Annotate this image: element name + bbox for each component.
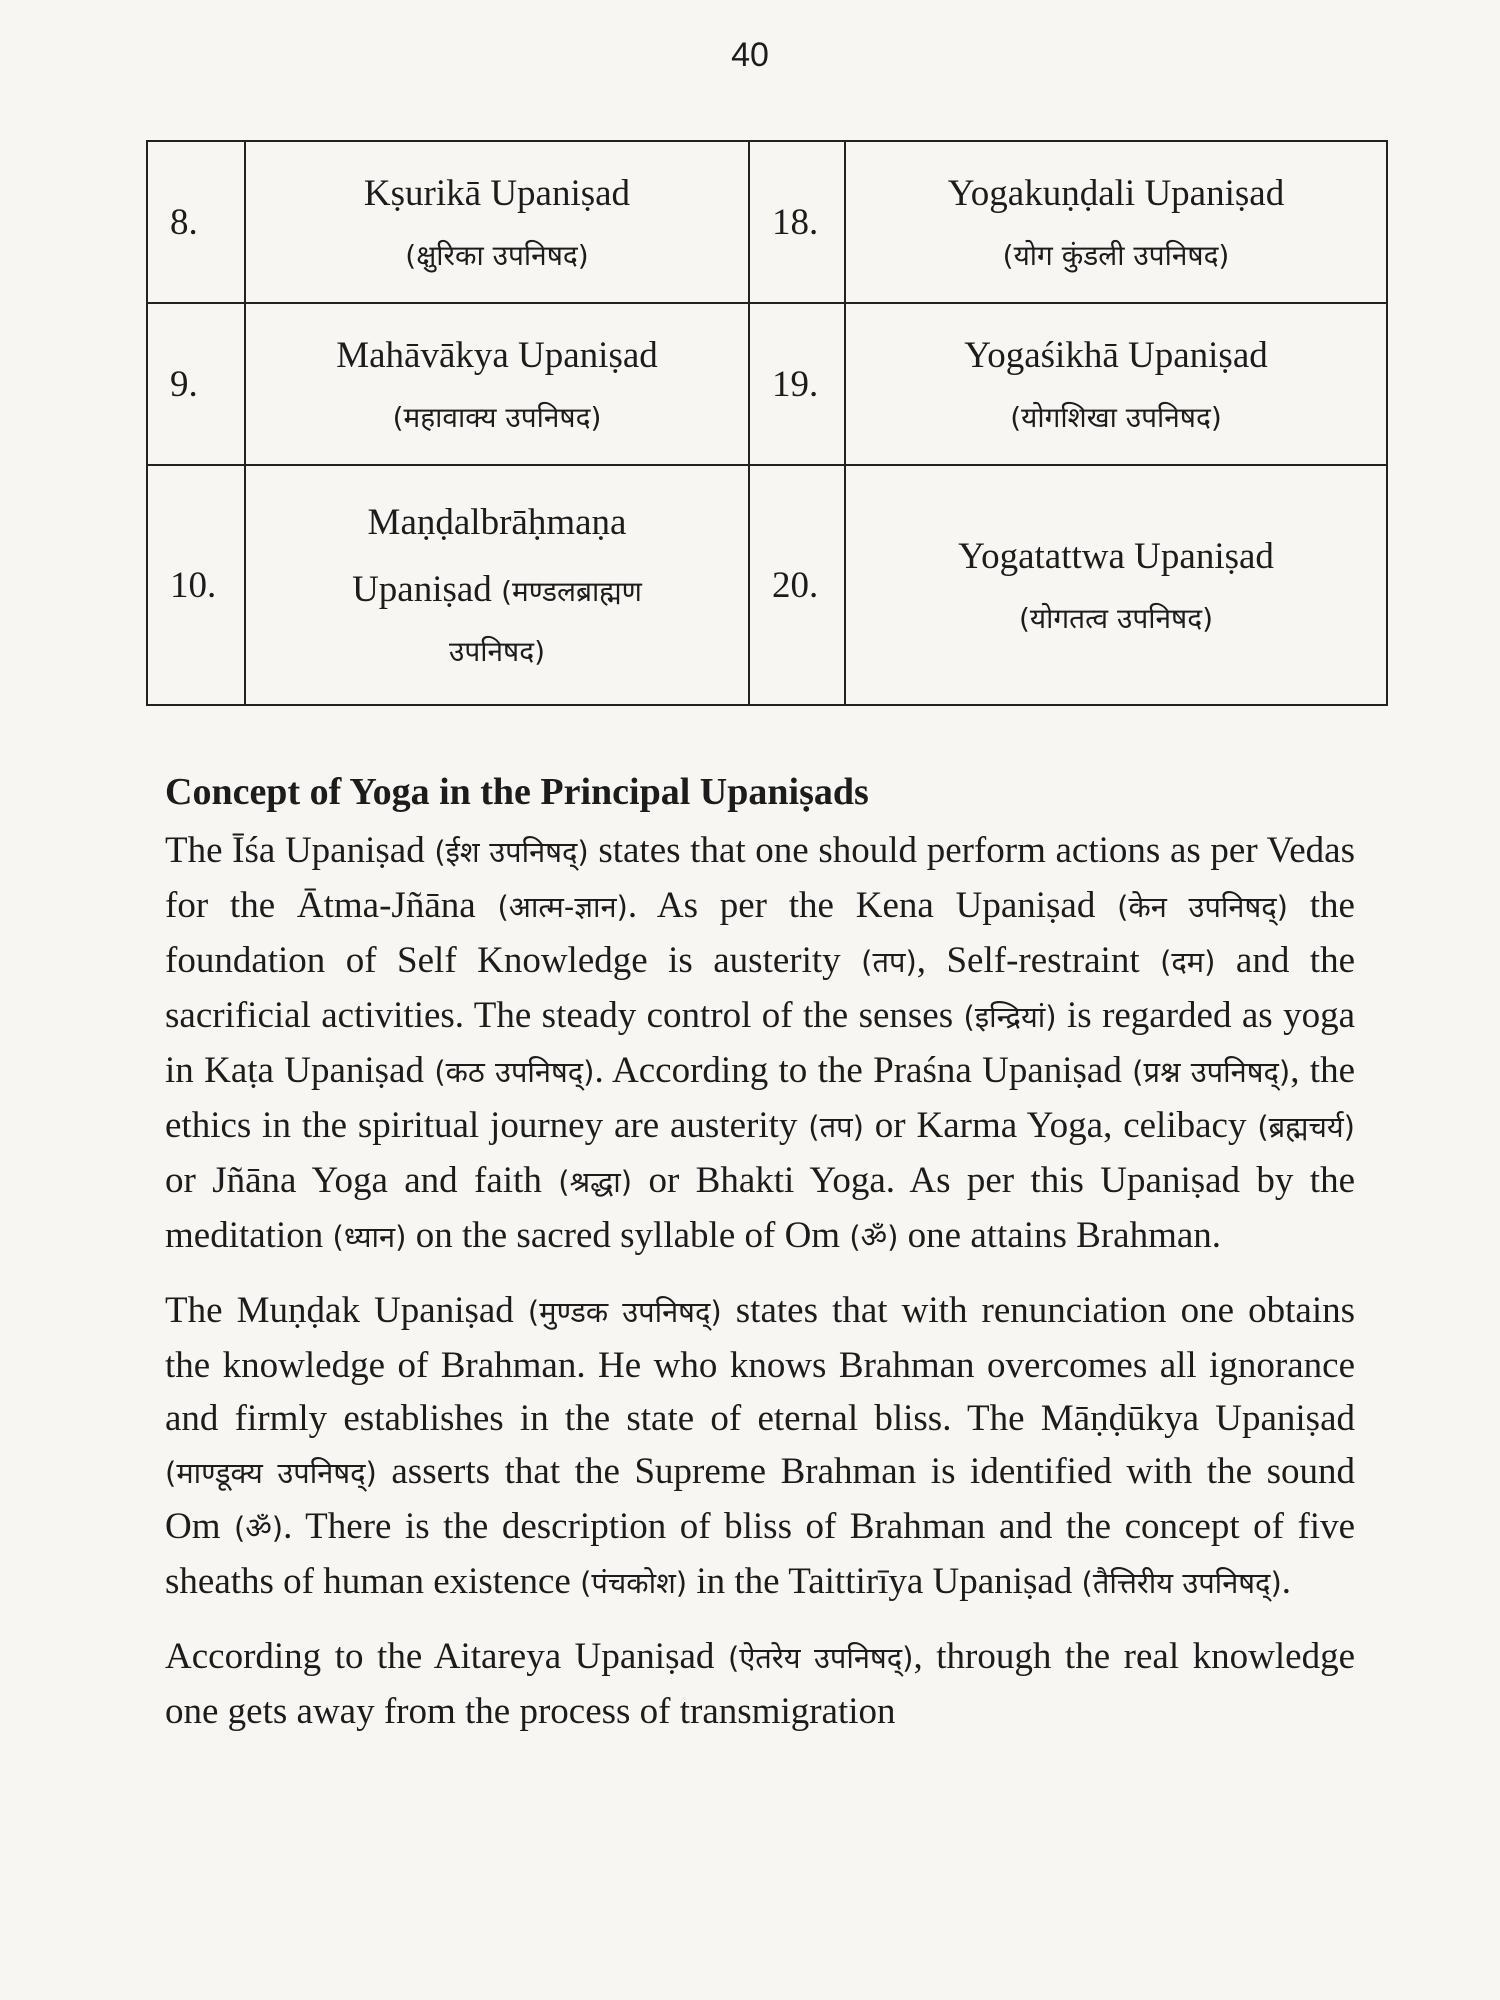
text: , Self-restraint: [916, 940, 1161, 981]
text: , through the real knowledge one gets away from the process of transmigration: [165, 1636, 1356, 1732]
text: . As per the Kena Upaniṣad: [627, 885, 1118, 926]
upanishad-name: Yogaśikhā Upaniṣad: [964, 334, 1268, 376]
upanishad-name-devanagari: (योग कुंडली उपनिषद): [1002, 238, 1230, 272]
upanishad-name: Yogatattwa Upaniṣad: [958, 535, 1274, 577]
devanagari-term: (ॐ): [849, 1220, 899, 1254]
table-row: [147, 303, 1387, 465]
upanishad-name-devanagari: (योगशिखा उपनिषद): [1010, 400, 1222, 434]
page-number: 40: [731, 36, 769, 74]
text: . There is the description of bliss of Brahman and the concept of five sheaths of human existence: [165, 1506, 1355, 1602]
text: states that with renunciation one obtains the knowledge of Brahman. He who knows Brahman overcomes all ignorance and firmly establishes in the state of eternal bliss. The Māṇḍūkya Upaniṣad: [165, 1290, 1356, 1439]
devanagari-term: (श्रद्धा): [558, 1165, 633, 1199]
upanishad-name-cell: [845, 465, 1387, 705]
row-number: 8.: [147, 141, 245, 303]
devanagari-term: (तैत्तिरीय उपनिषद्): [1081, 1566, 1282, 1600]
devanagari-term: (कठ उपनिषद्): [434, 1055, 595, 1089]
devanagari-term: (ॐ): [234, 1511, 284, 1545]
devanagari-term: (तप): [808, 1110, 864, 1144]
text: on the sacred syllable of Om: [406, 1215, 850, 1256]
row-number: 18.: [749, 141, 845, 303]
upanishad-name: Kṣurikā Upaniṣad: [363, 172, 631, 214]
devanagari-term: (ऐतरेय उपनिषद्): [727, 1641, 914, 1675]
text: is regarded as yoga in Kaṭa Upaniṣad: [165, 995, 1355, 1091]
upanishad-name-devanagari: (योगतत्व उपनिषद): [1018, 601, 1214, 635]
section-heading: Concept of Yoga in the Principal Upaniṣads: [165, 771, 869, 813]
devanagari-term: (मुण्डक उपनिषद्): [527, 1295, 722, 1329]
devanagari-term: (माण्डूक्य उपनिषद्): [165, 1456, 377, 1490]
upanishad-name-line: [258, 571, 736, 608]
row-number: 10.: [147, 465, 245, 705]
text: The Īśa Upaniṣad: [165, 830, 435, 871]
upanishad-name-cell: [245, 465, 749, 705]
text: one attains Brahman.: [898, 1215, 1222, 1256]
devanagari-term: (पंचकोश): [580, 1566, 688, 1600]
text: According to the Aitareya Upaniṣad: [165, 1636, 728, 1677]
upanishad-name-devanagari: (महावाक्य उपनिषद): [392, 400, 602, 434]
upanishad-name-cell: [245, 141, 749, 303]
upanishad-name-cell: [845, 141, 1387, 303]
table-row: [147, 465, 1387, 705]
text: in the Taittirīya Upaniṣad: [687, 1561, 1082, 1602]
devanagari-term: (केन उपनिषद्): [1117, 890, 1288, 924]
upanishad-name-cell: [845, 303, 1387, 465]
devanagari-term: (तप): [861, 945, 917, 979]
upanishad-name-devanagari: (मण्डलब्राह्मण: [501, 575, 642, 608]
text: .: [1281, 1561, 1292, 1602]
text: states that one should perform actions as per Vedas for the Ātma-Jñāna: [165, 830, 1355, 926]
devanagari-term: (ध्यान): [332, 1220, 407, 1254]
devanagari-term: (प्रश्न उपनिषद्): [1132, 1055, 1291, 1089]
text: or Karma Yoga, celibacy: [863, 1105, 1258, 1146]
devanagari-term: (ब्रह्मचर्य): [1257, 1110, 1355, 1144]
text: . According to the Praśna Upaniṣad: [594, 1050, 1133, 1091]
devanagari-term: (इन्द्रियां): [963, 1000, 1057, 1034]
upanishad-name-devanagari: (क्षुरिका उपनिषद): [405, 238, 589, 272]
paragraph-principal-upanishads: [165, 824, 1355, 1264]
section-body: [165, 770, 1355, 1758]
upanishad-name-devanagari: उपनिषद): [448, 635, 546, 668]
text: or Bhakti Yoga. As per this Upaniṣad by the meditation: [165, 1160, 1356, 1256]
devanagari-term: (आत्म-ज्ञान): [497, 890, 628, 924]
row-number: 19.: [749, 303, 845, 465]
upanishad-name-cell: [245, 303, 749, 465]
text: the foundation of Self Knowledge is austerity: [165, 885, 1355, 981]
paragraph-aitareya-upanishad: [165, 1630, 1355, 1738]
upanishad-name-word: Upaniṣad: [352, 569, 492, 610]
upanishad-list-table: [146, 140, 1388, 706]
devanagari-term: (दम): [1160, 945, 1216, 979]
upanishad-name: Mahāvākya Upaniṣad: [336, 334, 658, 376]
text: The Muṇḍak Upaniṣad: [165, 1290, 528, 1331]
table-row: [147, 141, 1387, 303]
text: asserts that the Supreme Brahman is identified with the sound Om: [165, 1451, 1355, 1547]
upanishad-name: Maṇḍalbrāḥmaṇa: [367, 502, 627, 543]
devanagari-term: (ईश उपनिषद्): [434, 835, 589, 869]
text: and the sacrificial activities. The steady control of the senses: [165, 940, 1356, 1036]
upanishad-name: Yogakuṇḍali Upaniṣad: [947, 172, 1285, 214]
text: , the ethics in the spiritual journey are austerity: [165, 1050, 1356, 1146]
text: or Jñāna Yoga and faith: [165, 1160, 559, 1201]
row-number: 9.: [147, 303, 245, 465]
row-number: 20.: [749, 465, 845, 705]
paragraph-mundak-upanishad: [165, 1284, 1355, 1610]
